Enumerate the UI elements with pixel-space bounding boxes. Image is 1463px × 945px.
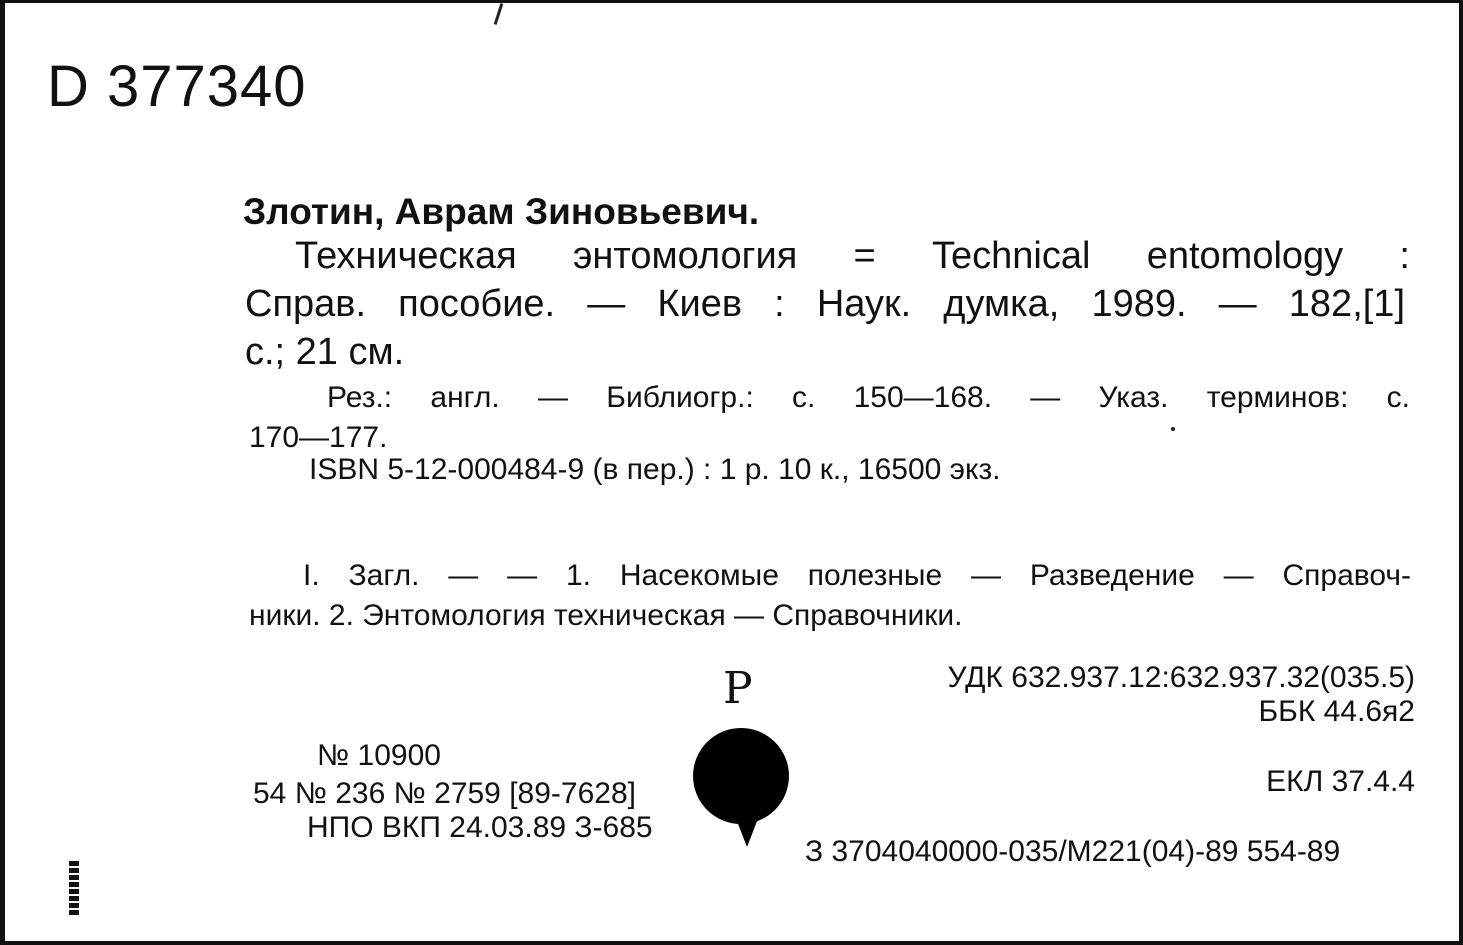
- ekl-code: ЕКЛ 37.4.4: [1266, 765, 1415, 798]
- title-line-2: Справ. пособие. — Киев : Наук. думка, 1989. — 182,[1]: [245, 283, 1405, 325]
- author-heading: Злотин, Аврам Зиновьевич.: [243, 191, 760, 232]
- bbk-code: ББК 44.6я2: [1258, 695, 1415, 728]
- udk-code: УДК 632.937.12:632.937.32(035.5): [947, 661, 1415, 694]
- title-line-3: с.; 21 см.: [245, 331, 405, 373]
- price-code: З 3704040000-035/M221(04)-89 554-89: [805, 835, 1341, 868]
- subjects-line-1: I. Загл. — — 1. Насекомые полезные — Разведение — Справоч-: [303, 559, 1411, 592]
- note-line-2: 170—177.: [249, 421, 388, 454]
- shelf-mark: D 377340: [47, 54, 307, 119]
- card-number: № 10900: [317, 739, 441, 772]
- subjects-line-2: ники. 2. Энтомология техническая — Справочники.: [249, 599, 963, 632]
- ink-dot: [1171, 427, 1175, 431]
- pen-tick-mark: [494, 3, 504, 25]
- stamp-mark: [69, 861, 79, 917]
- handwritten-mark: P: [723, 663, 753, 714]
- ink-blot-tail: [733, 811, 761, 847]
- order-line: 54 № 236 № 2759 [89-7628]: [253, 777, 636, 810]
- ink-blot: [693, 728, 789, 824]
- isbn-line: ISBN 5-12-000484-9 (в пер.) : 1 р. 10 к., 16500 экз.: [309, 453, 1001, 486]
- npo-line: НПО ВКП 24.03.89 З-685: [307, 811, 653, 844]
- title-line-1: Техническая энтомология = Technical entomology :: [295, 235, 1410, 277]
- note-line-1: Рез.: англ. — Библиогр.: с. 150—168. — Указ. терминов: с.: [327, 381, 1410, 414]
